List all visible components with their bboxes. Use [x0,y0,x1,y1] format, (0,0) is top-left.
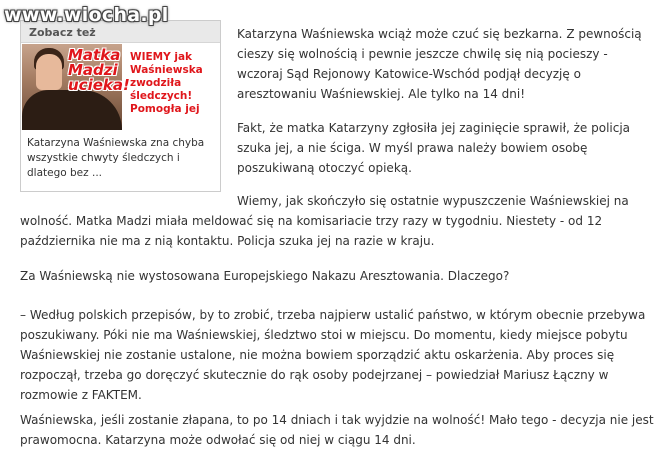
magazine-title-line2: Madzi [68,61,118,79]
related-thumbnail[interactable] [22,44,130,130]
related-header: Zobacz też [21,21,220,43]
magazine-title [68,46,130,94]
magazine-title-line1: Matka [68,46,121,64]
magazine-title-line3: ucieka! [68,76,130,94]
related-headline-link[interactable]: WIEMY jak Waśniewska zwodziła śledczych! Pomogła jej [130,51,203,115]
related-description: Katarzyna Waśniewska zna chyba wszystkie chwyty śledczych i dlatego bez ... [27,137,205,179]
article-paragraph-3: Wiemy, jak skończyło się ostatnie wypuszczenie Waśniewskiej na wolność. Matka Madzi miała meldować się na komisariacie trzy razy w tygodniu. Niestety - od 12 października nie ma z nią kontaktu. Policja szuka jej na razie w kraju. [20,194,629,248]
related-article-box[interactable] [20,20,221,192]
person-shape [36,54,62,90]
article-paragraph-6: Waśniewska, jeśli zostanie złapana, to po 14 dniach i tak wyjdzie na wolność! Mało tego - decyzja nie jest prawomocna. Katarzyna może odwołać się od niej w ciągu 14 dni. [20,413,654,447]
article-paragraph-5: – Według polskich przepisów, by to zrobić, trzeba najpierw ustalić państwo, w którym obecnie przebywa poszukiwany. Póki nie ma Waśniewskiej, śledztwo stoi w miejscu. Do momentu, kiedy miejsce pobytu Waśniewskiej nie zostanie ustalone, nie można bowiem sporządzić aktu oskarżenia. Aby proces się rozpoczął, trzeba go doręczyć skutecznie do rąk osoby podejrzanej – powiedział Mariusz Łączny w rozmowie z FAKTEM. [20,308,646,402]
site-watermark: www.wiocha.pl [4,4,169,26]
article-paragraph-4: Za Waśniewską nie wystosowana Europejskiego Nakazu Aresztowania. Dlaczego? [20,269,510,283]
horse-shape [22,90,122,130]
article-paragraph-1: Katarzyna Waśniewska wciąż może czuć się bezkarna. Z pewnością cieszy się wolnością i pewnie jeszcze chwilę się nią pocieszy - wczoraj Sąd Rejonowy Katowice-Wschód podjął decyzję o aresztowaniu Waśniewskiej. Ale tylko na 14 dni! [237,27,642,101]
article-paragraph-2: Fakt, że matka Katarzyny zgłosiła jej zaginięcie sprawił, że policja szuka jej, a nie ściga. W myśl prawa należy bowiem osobę poszukiwaną otoczyć opieką. [237,121,631,175]
